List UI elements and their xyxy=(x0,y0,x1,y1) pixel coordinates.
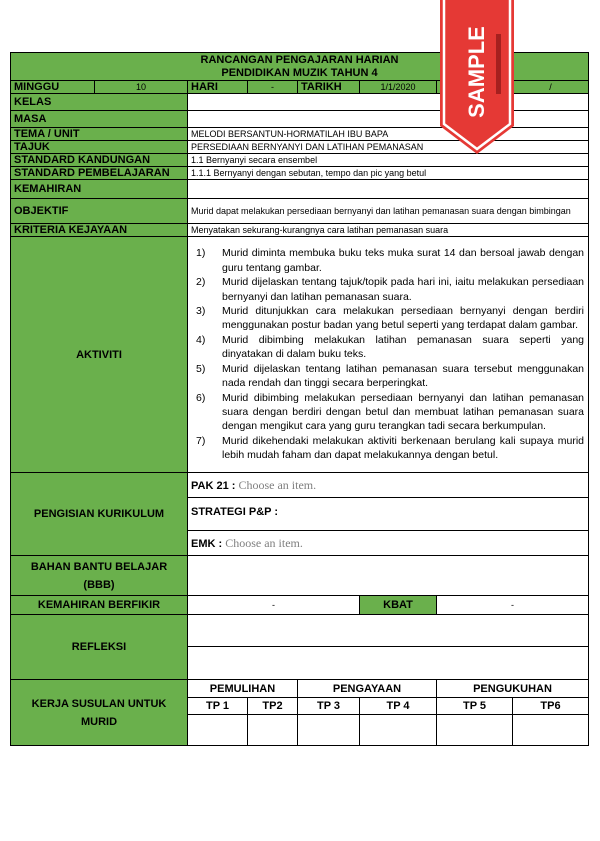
tp3-header: TP 3 xyxy=(298,698,360,715)
aktiviti-item-number: 2) xyxy=(196,276,206,289)
tp3-value xyxy=(298,715,360,746)
bbb-label xyxy=(11,556,188,596)
title-line-2: PENDIDIKAN MUZIK TAHUN 4 xyxy=(221,66,378,79)
tp1-header: TP 1 xyxy=(188,698,248,715)
aktiviti-item-text: Murid dijelaskan tentang tajuk/topik pada hari ini, iaitu melakukan persediaan bernyanyi dan latihan pemanasan suara. xyxy=(222,276,585,303)
kurikulum-label: PENGISIAN KURIKULUM xyxy=(11,473,188,556)
masa-value xyxy=(188,111,589,128)
tarikh-value: 1/1/2020 xyxy=(360,81,437,94)
refleksi-line-1 xyxy=(188,615,589,647)
susulan-label-line-1: KERJA SUSULAN UNTUK xyxy=(31,697,167,710)
bbb-label-line-2: (BBB) xyxy=(83,578,115,591)
aktiviti-item xyxy=(192,246,584,275)
kemahiran-row xyxy=(11,180,589,199)
aktiviti-row xyxy=(11,237,589,473)
standard-pembelajaran-label: STANDARD PEMBELAJARAN xyxy=(11,167,188,180)
kbat-value: - xyxy=(437,596,589,615)
pak21-cell xyxy=(188,473,589,498)
objektif-value: Murid dapat melakukan persediaan bernyanyi dan latihan pemanasan suara dengan bimbingan xyxy=(188,199,589,224)
strategi-label: STRATEGI P&P : xyxy=(188,498,589,531)
tajuk-value: PERSEDIAAN BERNYANYI DAN LATIHAN PEMANASAN xyxy=(188,141,589,154)
pak21-dropdown[interactable]: Choose an item. xyxy=(238,477,317,492)
sample-watermark xyxy=(438,0,516,158)
aktiviti-item-text: Murid dibimbing melakukan persediaan bernyanyi dan latihan pemanasan suara dengan berdiri dengan betul dan membuat latihan pemanasan suara dengan mengikut cara yang guru terangkan tadi secara berkumpulan. xyxy=(222,391,585,433)
aktiviti-item-number: 1) xyxy=(196,247,206,260)
group-pengayaan: PENGAYAAN xyxy=(298,680,437,698)
kelas-label: KELAS xyxy=(11,94,188,111)
kemahiran-label: KEMAHIRAN xyxy=(11,180,188,199)
kriteria-value: Menyatakan sekurang-kurangnya cara latihan pemanasan suara xyxy=(188,224,589,237)
kriteria-row xyxy=(11,224,589,237)
tp2-header: TP2 xyxy=(248,698,298,715)
aktiviti-item xyxy=(192,304,584,333)
aktiviti-item-text: Murid ditunjukkan cara melakukan persediaan bernyanyi dengan berdiri menggunakan postur badan yang betul seperti yang terdapat dalam gambar. xyxy=(222,305,585,332)
title-line-1: RANCANGAN PENGAJARAN HARIAN xyxy=(200,53,399,66)
susulan-header-row xyxy=(11,680,589,698)
refleksi-row-1 xyxy=(11,615,589,647)
tajuk-label: TAJUK xyxy=(11,141,188,154)
refleksi-label: REFLEKSI xyxy=(11,615,188,680)
tema-label: TEMA / UNIT xyxy=(11,128,188,141)
standard-kandungan-label: STANDARD KANDUNGAN xyxy=(11,154,188,167)
aktiviti-list xyxy=(188,244,588,464)
hari-label: HARI xyxy=(188,81,248,94)
pak21-label: PAK 21 : xyxy=(191,479,236,492)
bbb-label-line-1: BAHAN BANTU BELAJAR xyxy=(30,560,168,573)
bbb-value xyxy=(188,556,589,596)
aktiviti-item xyxy=(192,391,584,434)
aktiviti-label: AKTIVITI xyxy=(11,237,188,473)
group-pengukuhan: PENGUKUHAN xyxy=(437,680,589,698)
aktiviti-item xyxy=(192,434,584,463)
group-pemulihan: PEMULIHAN xyxy=(188,680,298,698)
aktiviti-item-number: 4) xyxy=(196,333,206,346)
tp6-value xyxy=(513,715,589,746)
susulan-label-line-2: MURID xyxy=(80,715,118,728)
aktiviti-item xyxy=(192,333,584,362)
tp5-value xyxy=(437,715,513,746)
standard-pembelajaran-value: 1.1.1 Bernyanyi dengan sebutan, tempo dan pic yang betul xyxy=(188,167,589,180)
objektif-row xyxy=(11,199,589,224)
sp-row xyxy=(11,167,589,180)
tp2-value xyxy=(248,715,298,746)
minggu-label: MINGGU xyxy=(11,81,95,94)
pak21-row xyxy=(11,473,589,498)
kbat-label: KBAT xyxy=(360,596,437,615)
kelas-value xyxy=(188,94,589,111)
berfikir-value: - xyxy=(188,596,360,615)
tema-value: MELODI BERSANTUN-HORMATILAH IBU BAPA xyxy=(188,128,589,141)
berfikir-label: KEMAHIRAN BERFIKIR xyxy=(11,596,188,615)
emk-dropdown[interactable]: Choose an item. xyxy=(225,535,303,550)
aktiviti-item-number: 3) xyxy=(196,305,206,318)
extra-value: / xyxy=(513,81,589,94)
emk-label: EMK : xyxy=(191,537,223,550)
sample-text: SAMPLE xyxy=(464,26,489,118)
tarikh-label: TARIKH xyxy=(298,81,360,94)
aktiviti-item xyxy=(192,275,584,304)
refleksi-line-2 xyxy=(188,647,589,680)
tp4-header: TP 4 xyxy=(360,698,437,715)
hari-value: - xyxy=(248,81,298,94)
aktiviti-item-text: Murid dikehendaki melakukan aktiviti berkenaan berulang kali supaya murid lebih mudah faham dan dapat melakukannya dengan betul. xyxy=(222,434,585,462)
aktiviti-item xyxy=(192,362,584,391)
berfikir-row xyxy=(11,596,589,615)
aktiviti-item-number: 5) xyxy=(196,362,206,375)
kemahiran-value xyxy=(188,180,589,199)
susulan-label xyxy=(11,680,188,746)
masa-label: MASA xyxy=(11,111,188,128)
aktiviti-item-text: Murid dijelaskan tentang latihan pemanasan suara tersebut menggunakan nada rendah dan tinggi secara berperingkat. xyxy=(222,362,585,390)
tp6-header: TP6 xyxy=(513,698,589,715)
emk-cell xyxy=(188,531,589,556)
sample-ribbon-icon xyxy=(438,0,516,158)
aktiviti-item-number: 6) xyxy=(196,391,206,404)
minggu-value: 10 xyxy=(95,81,188,94)
objektif-label: OBJEKTIF xyxy=(11,199,188,224)
aktiviti-item-text: Murid dibimbing melakukan latihan pemanasan suara seperti yang dinyatakan di dalam buku teks. xyxy=(222,333,585,361)
standard-kandungan-value: 1.1 Bernyanyi secara ensembel xyxy=(188,154,589,167)
aktiviti-cell xyxy=(188,237,589,473)
bbb-row xyxy=(11,556,589,596)
aktiviti-item-number: 7) xyxy=(196,434,206,447)
aktiviti-item-text: Murid diminta membuka buku teks muka surat 14 dan bersoal jawab dengan guru tentang gambar. xyxy=(222,247,585,274)
tp4-value xyxy=(360,715,437,746)
tp5-header: TP 5 xyxy=(437,698,513,715)
tp1-value xyxy=(188,715,248,746)
kriteria-label: KRITERIA KEJAYAAN xyxy=(11,224,188,237)
